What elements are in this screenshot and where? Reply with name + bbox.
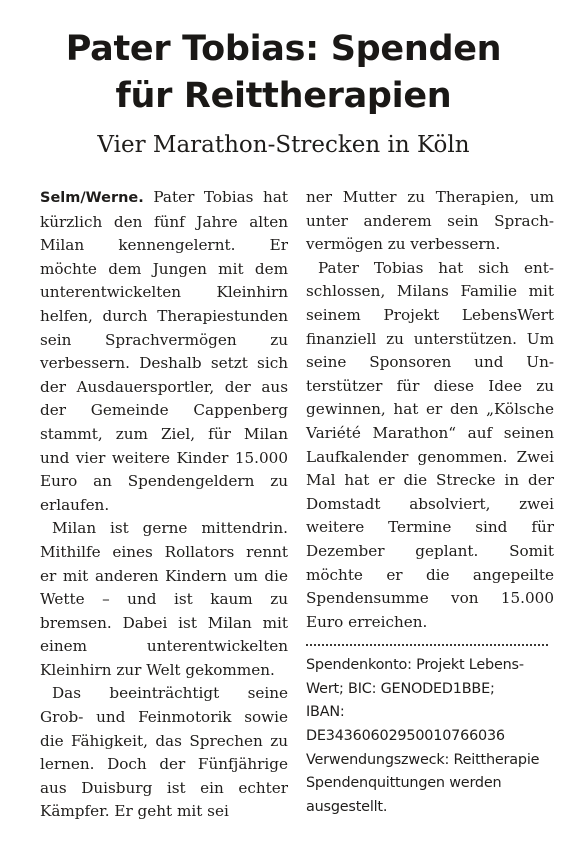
article-paragraph-2: Milan ist gerne mittendrin. Mithilfe eines Rollators rennt er mit anderen Kindern um die Wette – und ist kaum zu bremsen. Dabei ist Milan mit einem unterentwickelten Kleinhirn zur Welt gekommen.: [40, 519, 288, 679]
purpose-of-payment: Verwendungszweck: Reittherapie: [306, 751, 540, 768]
subheadline: Vier Marathon-Strecken in Köln: [97, 132, 470, 158]
donation-receipts-note: Spendenquittungen werden ausgestellt.: [306, 775, 502, 815]
donation-info-box: [306, 654, 554, 819]
donation-account: Spendenkonto: Projekt LebensWert; BIC: GENODED1BBE;: [306, 657, 525, 697]
article-paragraph-1: [40, 186, 288, 517]
article-paragraph-3: Das beeinträchtigt seine Grob- und Feinmotorik sowie die Fähigkeit, das Sprechen zu lernen. Doch der Fünfjährige aus Duisburg ist ein echter Kämpfer. Er geht mit sei: [40, 684, 288, 821]
article-paragraph-3-continued: ner Mutter zu Therapien, um unter anderem sein Sprachvermögen zu verbessern.: [306, 188, 554, 254]
headline-line-2: für Reittherapien: [115, 76, 452, 116]
dotted-divider: [306, 644, 548, 646]
article-column-right: [306, 186, 554, 819]
headline-line-1: Pater Tobias: Spenden: [65, 29, 502, 69]
article-column-left: [40, 186, 288, 824]
dateline: Selm/Werne.: [40, 190, 144, 206]
iban-label: IBAN:: [306, 704, 345, 721]
paragraph-1-text: Pater Tobias hat kürzlich den fünf Jahre alten Milan kennengelernt. Er möchte dem Jungen mit dem unterentwickelten Kleinhirn helfen, durch Therapiestunden sein Sprachvermögen zu verbessern. Deshalb setzt sich der Ausdauersportler, der aus der Gemeinde Cappenberg stammt, zum Ziel, für Milan und vier weitere Kinder 15.000 Euro an Spendengeldern zu erlaufen.: [40, 188, 288, 514]
article-paragraph-4: Pater Tobias hat sich entschlossen, Milans Familie mit seinem Projekt LebensWert finanziell zu unterstützen. Um seine Sponsoren und Unterstützer für diese Idee zu gewinnen, hat er den „Kölsche Variété Marathon“ auf seinen Laufkalender genommen. Zwei Mal hat er die Strecke in der Domstadt absolviert, zwei weitere Termine sind für Dezember geplant. Somit möchte er die angepeilte Spendensumme von 15.000 Euro erreichen.: [306, 258, 554, 631]
iban-number: DE34360602950010766036: [306, 728, 505, 745]
headline: [0, 26, 567, 120]
